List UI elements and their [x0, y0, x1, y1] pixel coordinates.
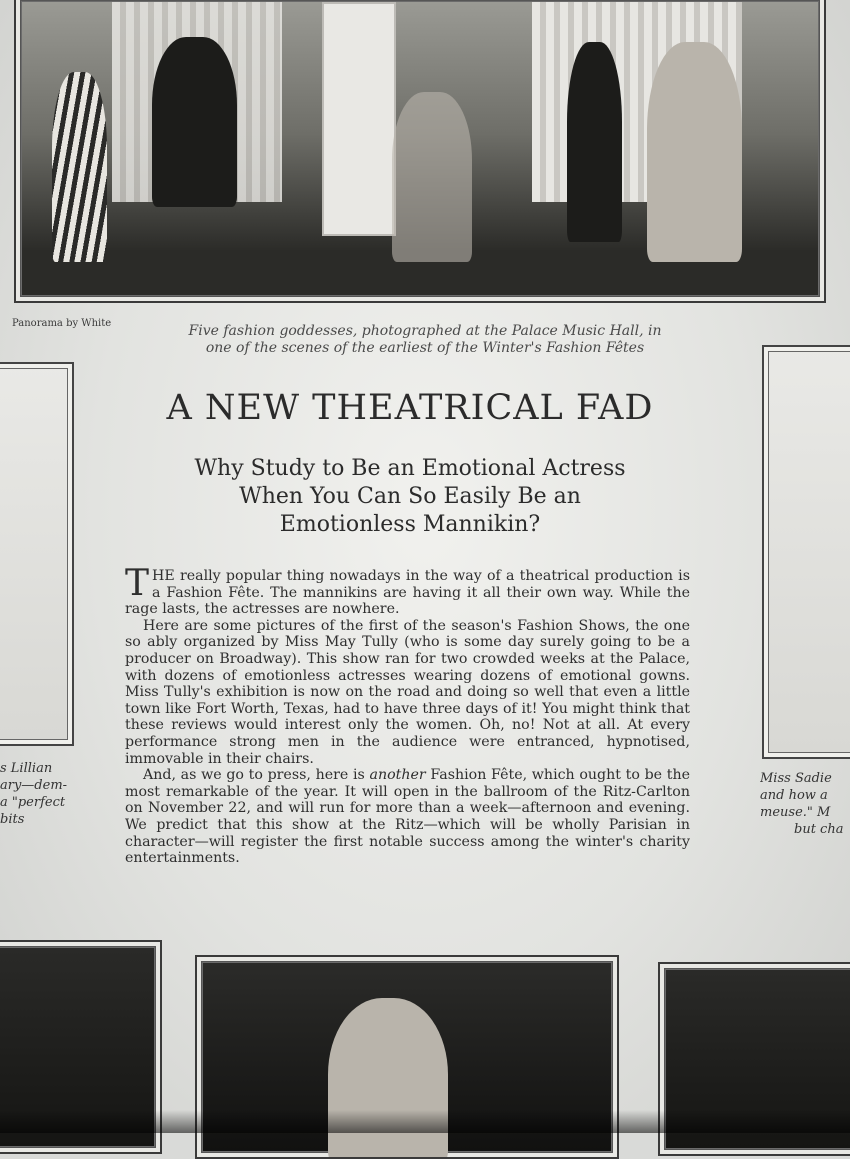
- right-side-photo: [762, 345, 850, 759]
- stage-scene: [22, 2, 818, 295]
- model-figure-4: [567, 42, 622, 242]
- model-figure-3: [392, 92, 472, 262]
- article-body: [125, 563, 691, 867]
- left-side-caption: s Lillian ary—dem- a "perfect bits: [0, 761, 68, 827]
- caption-line-2: one of the scenes of the earliest of the Winter's Fashion Fêtes: [205, 340, 645, 356]
- stage-door: [322, 2, 396, 236]
- caption-line-1: Five fashion goddesses, photographed at the Palace Music Hall, in: [188, 323, 662, 339]
- paragraph-3: And, as we go to press, here is another Fashion Fête, which ought to be the most remarkable of the year. It will open in the ballroom of the Ritz-Carlton on November 22, and will run for more than a week—afternoon and evening. We predict that this show at the Ritz—which will be wholly Parisian in character—will register the first notable success among the winter's charity entertainments.: [125, 767, 691, 867]
- model-figure-5: [647, 42, 742, 262]
- top-panorama-photo: [14, 0, 826, 303]
- portrait-figure: [328, 998, 448, 1159]
- page-shadow: [0, 1110, 850, 1133]
- drop-cap: T: [125, 563, 150, 604]
- paragraph-1: THE really popular thing nowadays in the way of a theatrical production is a Fashion Fête. The mannikins are having it all their own way. While the rage lasts, the actresses are nowhere.: [125, 563, 690, 618]
- photo-credit: Panorama by White: [12, 318, 112, 329]
- article-subtitle: Why Study to Be an Emotional Actress When You Can So Easily Be an Emotionless Mannikin?: [194, 456, 626, 537]
- photo-caption: [125, 323, 725, 357]
- article-title: A NEW THEATRICAL FAD: [166, 388, 654, 428]
- model-figure-1: [52, 72, 107, 262]
- model-figure-2: [152, 37, 237, 207]
- left-side-photo: [0, 362, 74, 746]
- right-side-caption: Miss Sadie and how a meuse." M but cha: [760, 771, 844, 837]
- paragraph-2: Here are some pictures of the first of the season's Fashion Shows, the one so ably organized by Miss May Tully (who is some day surely going to be a producer on Broadway). This show ran for two crowded weeks at the Palace, with dozens of emotionless actresses wearing dozens of emotional gowns. Miss Tully's exhibition is now on the road and doing so well that even a little town like Fort Worth, Texas, had to have three days of it! You might think that these reviews would interest only the women. Oh, no! Not at all. At every performance strong men in the audience were entranced, hypnotised, immovable in their chairs.: [125, 617, 690, 767]
